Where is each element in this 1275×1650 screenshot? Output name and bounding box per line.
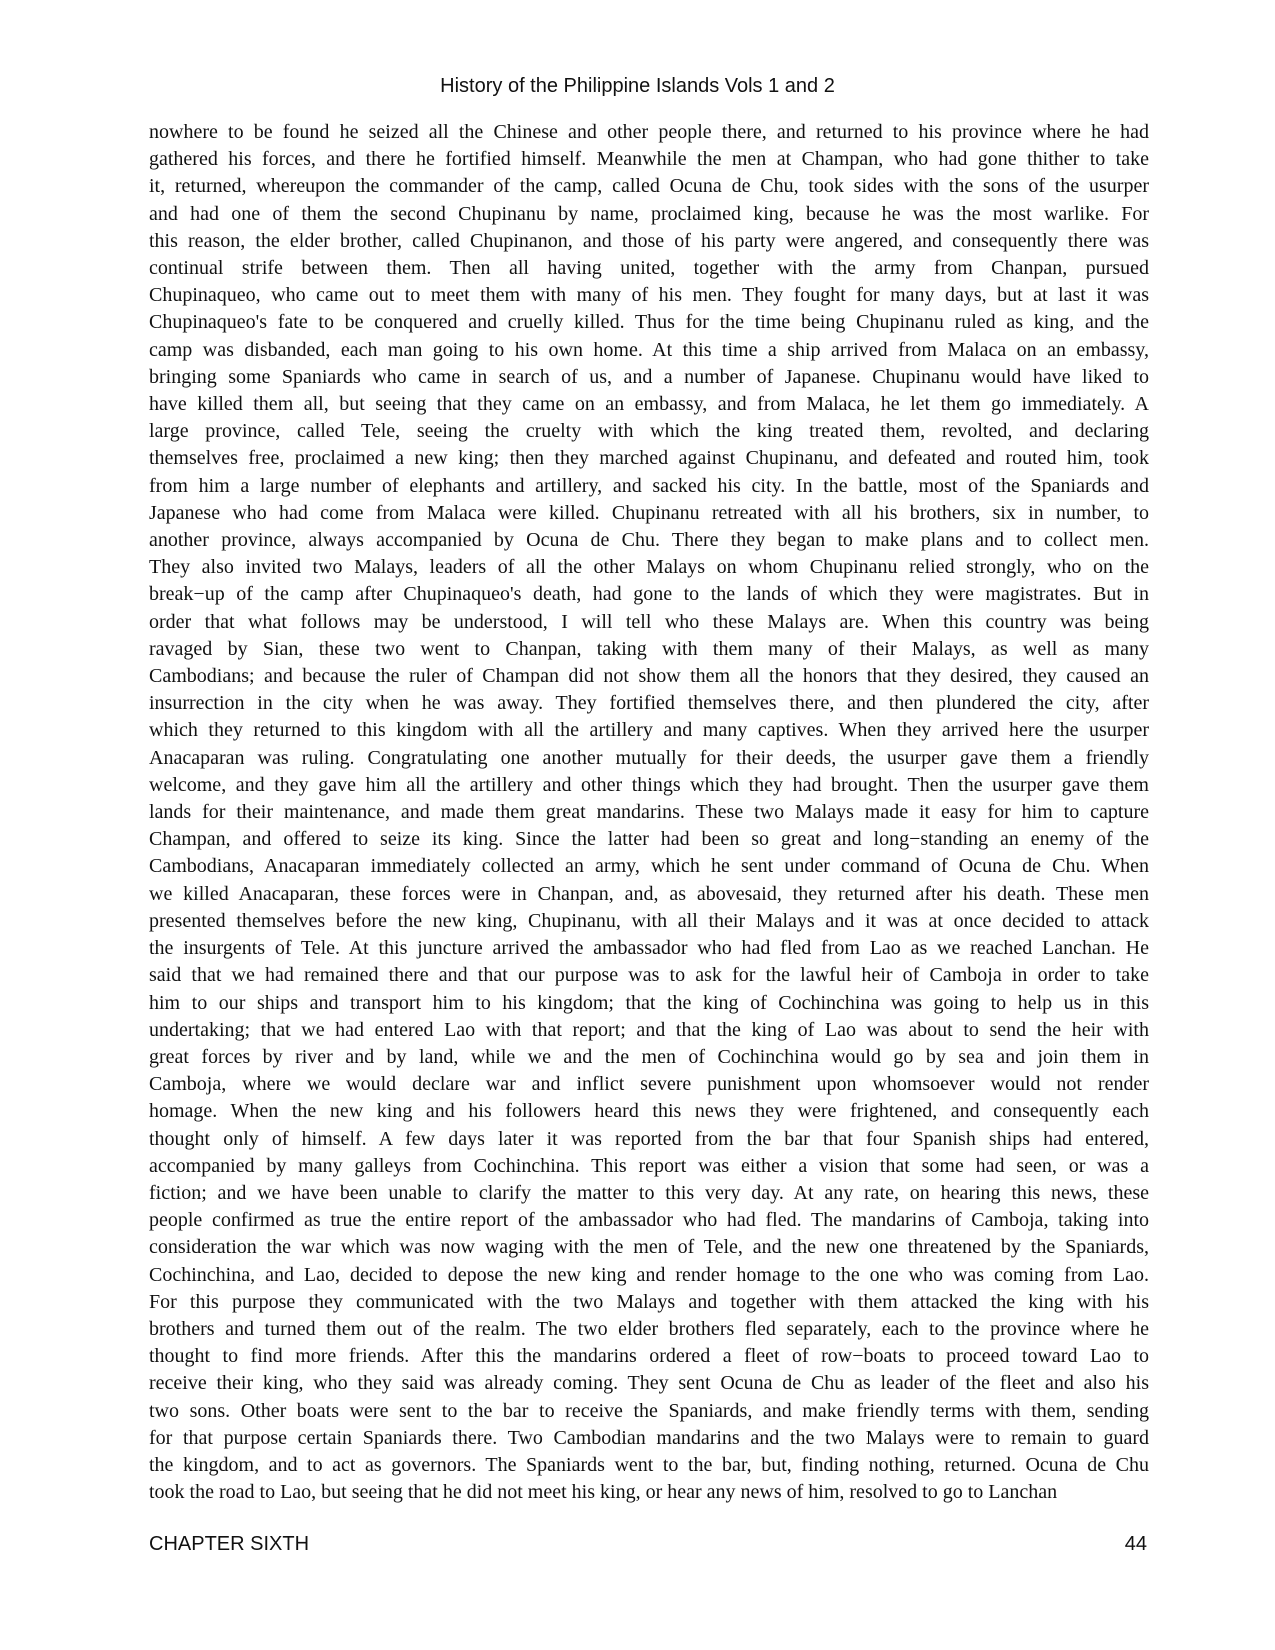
text-line: large province, called Tele, seeing the cruelty with which the king treated them, revolted, and declaring xyxy=(149,420,1149,443)
text-line: Japanese who had come from Malaca were killed. Chupinanu retreated with all his brothers, six in number, to xyxy=(149,501,1149,524)
text-line: ravaged by Sian, these two went to Chanpan, taking with them many of their Malays, as well as many xyxy=(149,637,1149,660)
text-line: undertaking; that we had entered Lao with that report; and that the king of Lao was about to send the heir with xyxy=(149,1018,1149,1041)
text-line: They also invited two Malays, leaders of all the other Malays on whom Chupinanu relied strongly, who on the xyxy=(149,556,1149,579)
text-line: Cambodians, Anacaparan immediately collected an army, which he sent under command of Ocuna de Chu. When xyxy=(149,855,1149,878)
text-line: thought only of himself. A few days later it was reported from the bar that four Spanish ships had entered, xyxy=(149,1127,1149,1150)
text-line: another province, always accompanied by Ocuna de Chu. There they began to make plans and to collect men. xyxy=(149,529,1149,552)
text-line: people confirmed as true the entire report of the ambassador who had fled. The mandarins of Camboja, taking into xyxy=(149,1209,1149,1232)
text-line: homage. When the new king and his followers heard this news they were frightened, and consequently each xyxy=(149,1100,1149,1123)
text-line: For this purpose they communicated with the two Malays and together with them attacked the king with his xyxy=(149,1290,1149,1313)
text-line: which they returned to this kingdom with all the artillery and many captives. When they arrived here the usurper xyxy=(149,719,1149,742)
text-line: presented themselves before the new king, Chupinanu, with all their Malays and it was at once decided to attack xyxy=(149,909,1149,932)
text-line: receive their king, who they said was already coming. They sent Ocuna de Chu as leader of the fleet and also his xyxy=(149,1372,1149,1395)
text-line: Champan, and offered to seize its king. Since the latter had been so great and long−standing an enemy of the xyxy=(149,828,1149,851)
text-line: two sons. Other boats were sent to the bar to receive the Spaniards, and make friendly terms with them, sending xyxy=(149,1399,1149,1422)
body-text xyxy=(149,119,1149,1506)
text-line: for that purpose certain Spaniards there. Two Cambodian mandarins and the two Malays were to remain to guard xyxy=(149,1426,1149,1449)
text-line: nowhere to be found he seized all the Chinese and other people there, and returned to his province where he had xyxy=(149,121,1149,143)
text-line: welcome, and they gave him all the artillery and other things which they had brought. Then the usurper gave them xyxy=(149,773,1149,796)
text-line: accompanied by many galleys from Cochinchina. This report was either a vision that some had seen, or was a xyxy=(149,1154,1149,1177)
text-line: gathered his forces, and there he fortified himself. Meanwhile the men at Champan, who had gone thither to take xyxy=(149,148,1149,171)
text-line: and had one of them the second Chupinanu by name, proclaimed king, because he was the most warlike. For xyxy=(149,202,1149,225)
text-line: camp was disbanded, each man going to his own home. At this time a ship arrived from Malaca on an embassy, xyxy=(149,338,1149,361)
text-line: the insurgents of Tele. At this juncture arrived the ambassador who had fled from Lao as we reached Lanchan. He xyxy=(149,937,1149,960)
text-line: this reason, the elder brother, called Chupinanon, and those of his party were angered, and consequently there was xyxy=(149,229,1149,252)
text-line: took the road to Lao, but seeing that he did not meet his king, or hear any news of him, resolved to go to Lanchan xyxy=(149,1481,1058,1504)
text-line: we killed Anacaparan, these forces were in Chanpan, and, as abovesaid, they returned after his death. These men xyxy=(149,882,1149,905)
text-line: from him a large number of elephants and artillery, and sacked his city. In the battle, most of the Spaniards and xyxy=(149,474,1149,497)
text-line: Chupinaqueo's fate to be conquered and cruelly killed. Thus for the time being Chupinanu ruled as king, and the xyxy=(149,311,1149,334)
text-line: insurrection in the city when he was away. They fortified themselves there, and then plundered the city, after xyxy=(149,692,1149,715)
text-line: the kingdom, and to act as governors. The Spaniards went to the bar, but, finding nothing, returned. Ocuna de Chu xyxy=(149,1453,1149,1476)
text-line: consideration the war which was now waging with the men of Tele, and the new one threatened by the Spaniards, xyxy=(149,1236,1149,1259)
text-line: continual strife between them. Then all having united, together with the army from Chanpan, pursued xyxy=(149,257,1149,280)
text-line: Chupinaqueo, who came out to meet them with many of his men. They fought for many days, but at last it was xyxy=(149,284,1149,307)
text-line: bringing some Spaniards who came in search of us, and a number of Japanese. Chupinanu would have liked to xyxy=(149,365,1149,388)
text-line: said that we had remained there and that our purpose was to ask for the lawful heir of Camboja in order to take xyxy=(149,964,1149,987)
text-line: order that what follows may be understood, I will tell who these Malays are. When this country was being xyxy=(149,610,1149,633)
text-line: brothers and turned them out of the realm. The two elder brothers fled separately, each to the province where he xyxy=(149,1317,1149,1340)
page-number: 44 xyxy=(1124,1533,1147,1555)
running-header: History of the Philippine Islands Vols 1 and 2 xyxy=(440,75,835,97)
text-line: Anacaparan was ruling. Congratulating one another mutually for their deeds, the usurper gave them a friendly xyxy=(149,746,1149,769)
text-line: break−up of the camp after Chupinaqueo's death, had gone to the lands of which they were magistrates. But in xyxy=(149,583,1149,606)
text-line: him to our ships and transport him to his kingdom; that the king of Cochinchina was going to help us in this xyxy=(149,991,1149,1014)
text-line: fiction; and we have been unable to clarify the matter to this very day. At any rate, on hearing this news, these xyxy=(149,1181,1149,1204)
text-line: it, returned, whereupon the commander of the camp, called Ocuna de Chu, took sides with the sons of the usurper xyxy=(149,175,1149,198)
text-line: Camboja, where we would declare war and inflict severe punishment upon whomsoever would not render xyxy=(149,1073,1149,1096)
footer-chapter: CHAPTER SIXTH xyxy=(149,1533,310,1555)
text-line: have killed them all, but seeing that they came on an embassy, and from Malaca, he let them go immediately. A xyxy=(149,393,1149,416)
text-line: great forces by river and by land, while we and the men of Cochinchina would go by sea and join them in xyxy=(149,1045,1149,1068)
text-line: themselves free, proclaimed a new king; then they marched against Chupinanu, and defeated and routed him, took xyxy=(149,447,1149,470)
text-line: Cochinchina, and Lao, decided to depose the new king and render homage to the one who was coming from Lao. xyxy=(149,1263,1149,1286)
text-line: Cambodians; and because the ruler of Champan did not show them all the honors that they desired, they caused an xyxy=(149,665,1149,688)
text-line: thought to find more friends. After this the mandarins ordered a fleet of row−boats to proceed toward Lao to xyxy=(149,1345,1149,1368)
text-line: lands for their maintenance, and made them great mandarins. These two Malays made it easy for him to capture xyxy=(149,801,1149,824)
